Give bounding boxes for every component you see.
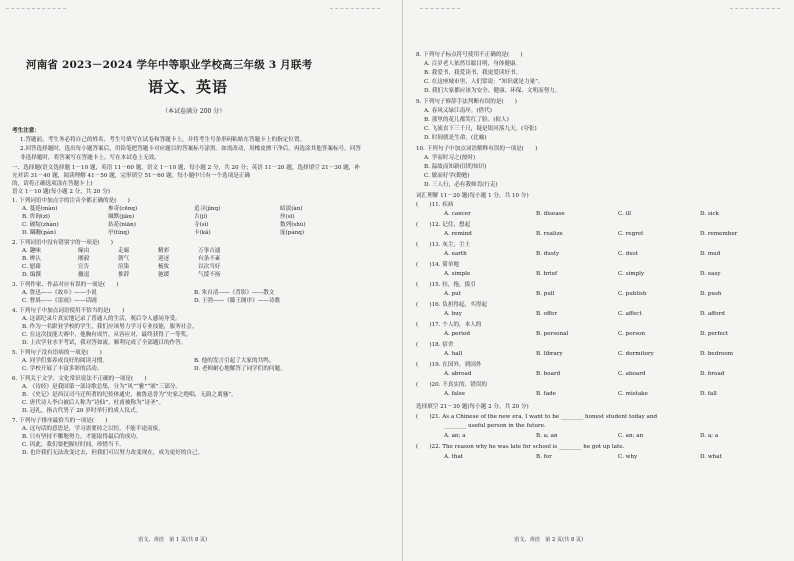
option: A. cancer (444, 211, 471, 217)
option: 丝(sī) (280, 214, 295, 220)
option: D. 王勃——《滕王阁序》——诗歌 (194, 298, 281, 304)
vocab-question: ( )19. 在国外，到国外 (416, 362, 482, 368)
section-1-cont: 的，请将正确选项涂在答题卡上) (12, 181, 93, 187)
option: C. 曹禺——《雷雨》——话剧 (22, 298, 97, 304)
option: A. false (444, 391, 465, 397)
vocab-question: ( )20. 不真实的，错误的 (416, 382, 487, 388)
full-score: （本试卷满分 200 分） (162, 108, 226, 115)
option: C. 在这座城市里，人们常说：“知识就是力量”。 (424, 79, 544, 85)
exam-title: 河南省 2023－2024 学年中等职业学校高三年级 3 月联考 (26, 59, 313, 71)
option: B. 我爱书，我爱读书，我更爱读好书。 (424, 70, 522, 76)
option: D. remember (700, 231, 738, 237)
note-2-cont: 非选择题时，将答案写在答题卡上。写在本试卷上无效。 (20, 155, 160, 161)
option: B. board (536, 371, 561, 377)
option: D. a; a (700, 433, 719, 439)
vocab-question: ( )17. 个人的，本人的 (416, 322, 482, 328)
option: D. broad (700, 371, 725, 377)
option: C. an; an (618, 433, 644, 439)
option: 气馁不扬 (198, 272, 221, 278)
option: A. 学而时习之(按时) (424, 155, 476, 161)
option: D. 冠礼，指古代男子 20 岁时举行的成人仪式。 (22, 408, 142, 414)
option: C. aboard (618, 371, 646, 377)
subject-title: 语文、英语 (148, 78, 229, 96)
option: C. 学校开展了丰富多彩的活动。 (22, 366, 103, 372)
option: 寺(sì) (194, 222, 209, 228)
option: C. simply (618, 271, 645, 277)
option: B. realize (536, 231, 563, 237)
vocab-question: ( )15. 拉，拖，拔引 (416, 282, 476, 288)
option: 迎迓 (158, 256, 170, 262)
chinese-heading: 语文 1－10 题(每小题 2 分，共 20 分) (12, 189, 110, 195)
option: D. mud (700, 251, 721, 257)
option: 刚毅 (78, 256, 90, 262)
option: B. 作为一名职业学校的学生，我们应该努力学习专业技能，服务社会。 (22, 324, 198, 330)
option: A. abroad (444, 371, 472, 377)
option: B. 温故而知新(旧的知识) (424, 164, 487, 170)
option: D. 时间就是生命。(比喻) (424, 135, 487, 141)
option: B. offer (536, 311, 557, 317)
option: B. fade (536, 391, 556, 397)
option: D. 我们大家都应该为安全、健康、环保、文明而努力。 (424, 88, 561, 94)
option: A. 春风又绿江南岸。(借代) (424, 108, 492, 114)
vocab-question: ( )13. 灰尘，尘土 (416, 242, 471, 248)
option: 精彩 (158, 248, 170, 254)
option: C. dust (618, 251, 638, 257)
question-2: 2. 下列词语中没有错别字的一项是( ) (12, 240, 113, 246)
option: 朝气 (118, 256, 130, 262)
option: D. 老师耐心地解答了同学们的问题。 (194, 366, 286, 372)
option: A. hall (444, 351, 463, 357)
option: B. for (536, 454, 552, 460)
option: 追寻(jìnq) (194, 206, 221, 212)
question-4: 4. 下列句子中加点词语使用不恰当的是( ) (12, 308, 125, 314)
option: 吉(jí) (194, 214, 208, 220)
option: 宣告 (78, 264, 90, 270)
option: B. brief (536, 271, 558, 277)
option: D. 编撰 (22, 272, 42, 278)
option: D. 三人行，必有我师焉(行走) (424, 182, 498, 188)
option: C. publish (618, 291, 647, 297)
option: 弛缓 (158, 272, 170, 278)
option: C. mistake (618, 391, 648, 397)
option: 有条不紊 (198, 256, 221, 262)
option: B. 朱自清——《背影》——散文 (194, 290, 275, 296)
option: C. dormitory (618, 351, 654, 357)
option: 庞(pánq) (280, 230, 305, 236)
option: C. person (618, 331, 646, 337)
vocab-heading: 词汇理解 11－20 题(每小题 1 分，共 10 分) (416, 193, 529, 199)
question-3: 3. 下列作家、作品对应有误的一项是( ) (12, 282, 119, 288)
option: C. 在这次技能大赛中，他胸有成竹，从容应对，最终获得了一等奖。 (22, 332, 192, 338)
option: D. easy (700, 271, 721, 277)
option: D. 也许我们无法改变过去，但我们可以努力改变现在，成为更好的自己。 (22, 450, 204, 456)
page-1 (8, 0, 392, 561)
option: B. 那里的花儿都笑红了脸。(拟人) (424, 117, 509, 123)
option: D. bedroom (700, 351, 734, 357)
option: D. push (700, 291, 722, 297)
option: 亭(tínq) (108, 230, 130, 236)
option: A. put (444, 291, 462, 297)
option: D. perfect (700, 331, 729, 337)
option: B. pull (536, 291, 555, 297)
option: D. 蹒跚(pán) (22, 230, 56, 236)
page-footer: 语文、英语 第 1 页(共 8 页) (138, 537, 208, 543)
vocab-question: ( )16. 负担得起，买得起 (416, 302, 487, 308)
option: A. 这部纪录片真实地记录了普通人的生活，观后令人感同身受。 (22, 316, 181, 322)
option: B. 咨询(zī) (22, 214, 50, 220)
option: D. what (700, 454, 722, 460)
option: C. 敏而好学(勤勉) (424, 173, 470, 179)
option: A. 同学们要养成良好的阅读习惯。 (22, 358, 108, 364)
vocab-question: ( )12. 记住，想起 (416, 222, 471, 228)
question-9: 9. 下列句子修辞手法判断有误的是( ) (416, 99, 517, 105)
option: A. that (444, 454, 464, 460)
option: 推辞 (118, 272, 130, 278)
question-5: 5. 下列句子没有语病的一项是( ) (12, 350, 102, 356)
option: A. 《诗经》是我国第一部诗歌总集，分为“风”“雅”“颂”三部分。 (22, 384, 182, 390)
option: 渲染 (118, 264, 130, 270)
option: A. simple (444, 271, 471, 277)
option: A. 鲁迅——《故乡》——小说 (22, 290, 97, 296)
option: 走廊 (118, 248, 130, 254)
option: C. affect (618, 311, 642, 317)
option: 数列(shù) (280, 222, 306, 228)
option: 缄默(jiān) (108, 214, 135, 220)
option: 拈花(niān) (108, 222, 136, 228)
option: D. fall (700, 391, 717, 397)
question-22: ( )22. The reason why he was late for school is ________ he got up late. (416, 444, 625, 450)
option: B. 只有坚持不懈地努力，才能取得最后的成功。 (22, 434, 142, 440)
option: C. regret (618, 231, 644, 237)
option: C. 破绽(zhàn) (22, 222, 59, 228)
option: A. 趣味 (22, 248, 41, 254)
option: D. afford (700, 311, 725, 317)
option: B. a; an (536, 433, 558, 439)
question-8: 8. 下列句子标点符号使用不正确的是( ) (416, 52, 523, 58)
vocab-question: ( )18. 宿舍 (416, 342, 454, 348)
option: A. period (444, 331, 470, 337)
option: 梳妆 (158, 264, 170, 270)
question-1: 1. 下列词语中加点字的注音全都正确的是( ) (12, 198, 130, 204)
option: B. disease (536, 211, 565, 217)
page-footer: 语文、英语 第 2 页(共 8 页) (514, 537, 584, 543)
question-21: ( )21. As a Chinese of the new era, I want to be ________ honest student today and (416, 414, 658, 420)
option: C. 慰藉 (22, 264, 41, 270)
option: A. 这句话的意思是，学习需要持之以恒，不能半途而废。 (22, 426, 164, 432)
option: A. an; a (444, 433, 466, 439)
fill-heading: 选择填空 21－30 题(每小题 2 分，共 20 分) (416, 404, 529, 410)
question-7: 7. 下列句子排序最恰当的一项是( ) (12, 418, 108, 424)
question-10: 10. 下列句子中加点词语解释有误的一项是( ) (416, 146, 538, 152)
question-6: 6. 下列关于文学、文化常识说法不正确的一项是( ) (12, 376, 147, 382)
option: 撤退 (78, 272, 90, 278)
option: C. ill (618, 211, 632, 217)
page-divider (402, 0, 403, 561)
section-1-cont: 充对话 31－40 题，阅读理解 41－50 题，完形填空 51－60 题。每小题中只有一个选项是正确 (12, 173, 250, 179)
option: B. library (536, 351, 563, 357)
section-1: 一、选择题(语文选择题 1－10 题，英语 11－60 题。语文 1－10 题，每小题 2 分，共 20 分；英语 11－20 题，选择填空 21－30 题，补 (12, 165, 360, 171)
option: 卡(kǎ) (194, 230, 211, 236)
option: 万事吉通 (198, 248, 221, 254)
option: C. 因此，我们要把握好时间，珍惜当下。 (22, 442, 125, 448)
option: B. dusty (536, 251, 560, 257)
option: B. 他的发言引起了大家的共鸣。 (194, 358, 275, 364)
option: C. why (618, 454, 638, 460)
option: A. 百岁老人依然耳聪目明，身体健康。 (424, 61, 522, 67)
option: C. 唐代诗人李白被后人称为“诗仙”，杜甫被称为“诗圣”。 (22, 400, 165, 406)
option: D. sick (700, 211, 720, 217)
option: D. 上次学业水平考试，我对答如流，顺利完成了全部题目的作答。 (22, 340, 187, 346)
option: A. remind (444, 231, 472, 237)
option: 缘由 (78, 248, 90, 254)
option: A. buy (444, 311, 462, 317)
option: A. earth (444, 251, 467, 257)
note-1: 1.答题前，考生务必将自己的姓名、考生号填写在试卷和答题卡上，并将考生号条形码粘贴在答题卡上的指定位置。 (20, 137, 306, 143)
question-21-cont: ________ useful person in the future. (444, 423, 546, 429)
vocab-question: ( )14. 简单地 (416, 262, 460, 268)
page-2 (414, 0, 790, 561)
option: 以次当好 (198, 264, 221, 270)
option: 参奇(cēnq) (108, 206, 138, 212)
notes-heading: 考生注意： (12, 128, 40, 134)
option: B. 辨认 (22, 256, 41, 262)
option: C. 飞流直下三千尺，疑是银河落九天。(夸张) (424, 126, 537, 132)
option: B. 《史记》是西汉司马迁所著的纪传体通史，被鲁迅誉为“史家之绝唱，无韵之离骚”。 (22, 392, 237, 398)
option: A. 蔓延(màn) (22, 206, 58, 212)
option: B. personal (536, 331, 569, 337)
note-2: 2.回答选择题时，选出每小题答案后，用铅笔把答题卡对应题目的答案标号涂黑。如需改动，用橡皮擦干净后，再选涂其他答案标号。回答 (20, 146, 361, 152)
vocab-question: ( )11. 疾病 (416, 202, 454, 208)
option: 暗淡(àn) (280, 206, 303, 212)
